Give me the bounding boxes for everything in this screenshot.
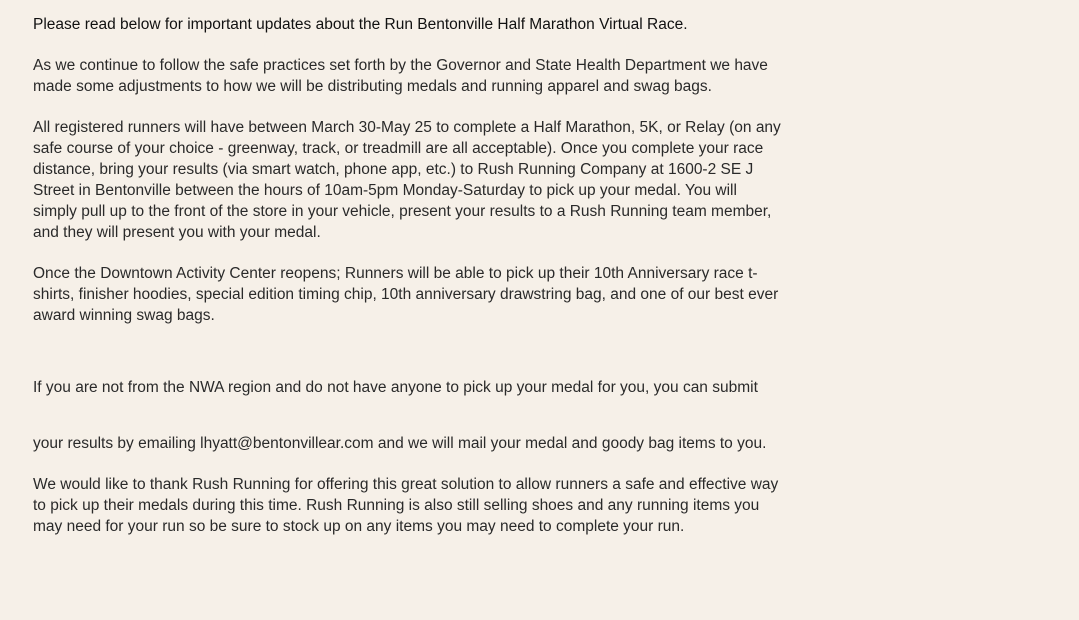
paragraph-thank-you: We would like to thank Rush Running for offering this great solution to allow runners a safe and effective way to pick up their medals during this time. Rush Running is also still selling shoes and any running items you may need for your run so be sure to stock up on any items you may need to complete your run.	[33, 476, 779, 535]
paragraph-registered-runners: All registered runners will have between March 30-May 25 to complete a Half Marathon, 5K, or Relay (on any safe course of your choice - greenway, track, or treadmill are all acceptable). Once you complete your race distance, bring your results (via smart watch, phone app, etc.) to Rush Running Company at 1600-2 SE J Street in Bentonville between the hours of 10am-5pm Monday-Saturday to pick up your medal. You will simply pull up to the front of the store in your vehicle, present your results to a Rush Running team member, and they will present you with your medal.	[33, 119, 781, 241]
email-link[interactable]: lhyatt@bentonvillear.com	[200, 435, 374, 452]
paragraph-activity-center: Once the Downtown Activity Center reopens; Runners will be able to pick up their 10th Anniversary race t- shirts, finisher hoodies, special edition timing chip, 10th anniversary drawstring bag, and one of our best ever award winning swag bags.	[33, 265, 779, 324]
mail-line-2-prefix: your results by emailing	[33, 435, 201, 452]
page-heading: Please read below for important updates about the Run Bentonville Half Marathon Virtual Race.	[33, 16, 688, 33]
mail-line-1: If you are not from the NWA region and do not have anyone to pick up your medal for you, you can submit	[33, 379, 758, 396]
paragraph-mail-option	[33, 346, 1055, 458]
paragraph-safe-practices: As we continue to follow the safe practices set forth by the Governor and State Health Department we have made some adjustments to how we will be distributing medals and running apparel and swag bags.	[33, 57, 768, 95]
mail-line-2-suffix: and we will mail your medal and goody bag items to you.	[373, 435, 767, 452]
